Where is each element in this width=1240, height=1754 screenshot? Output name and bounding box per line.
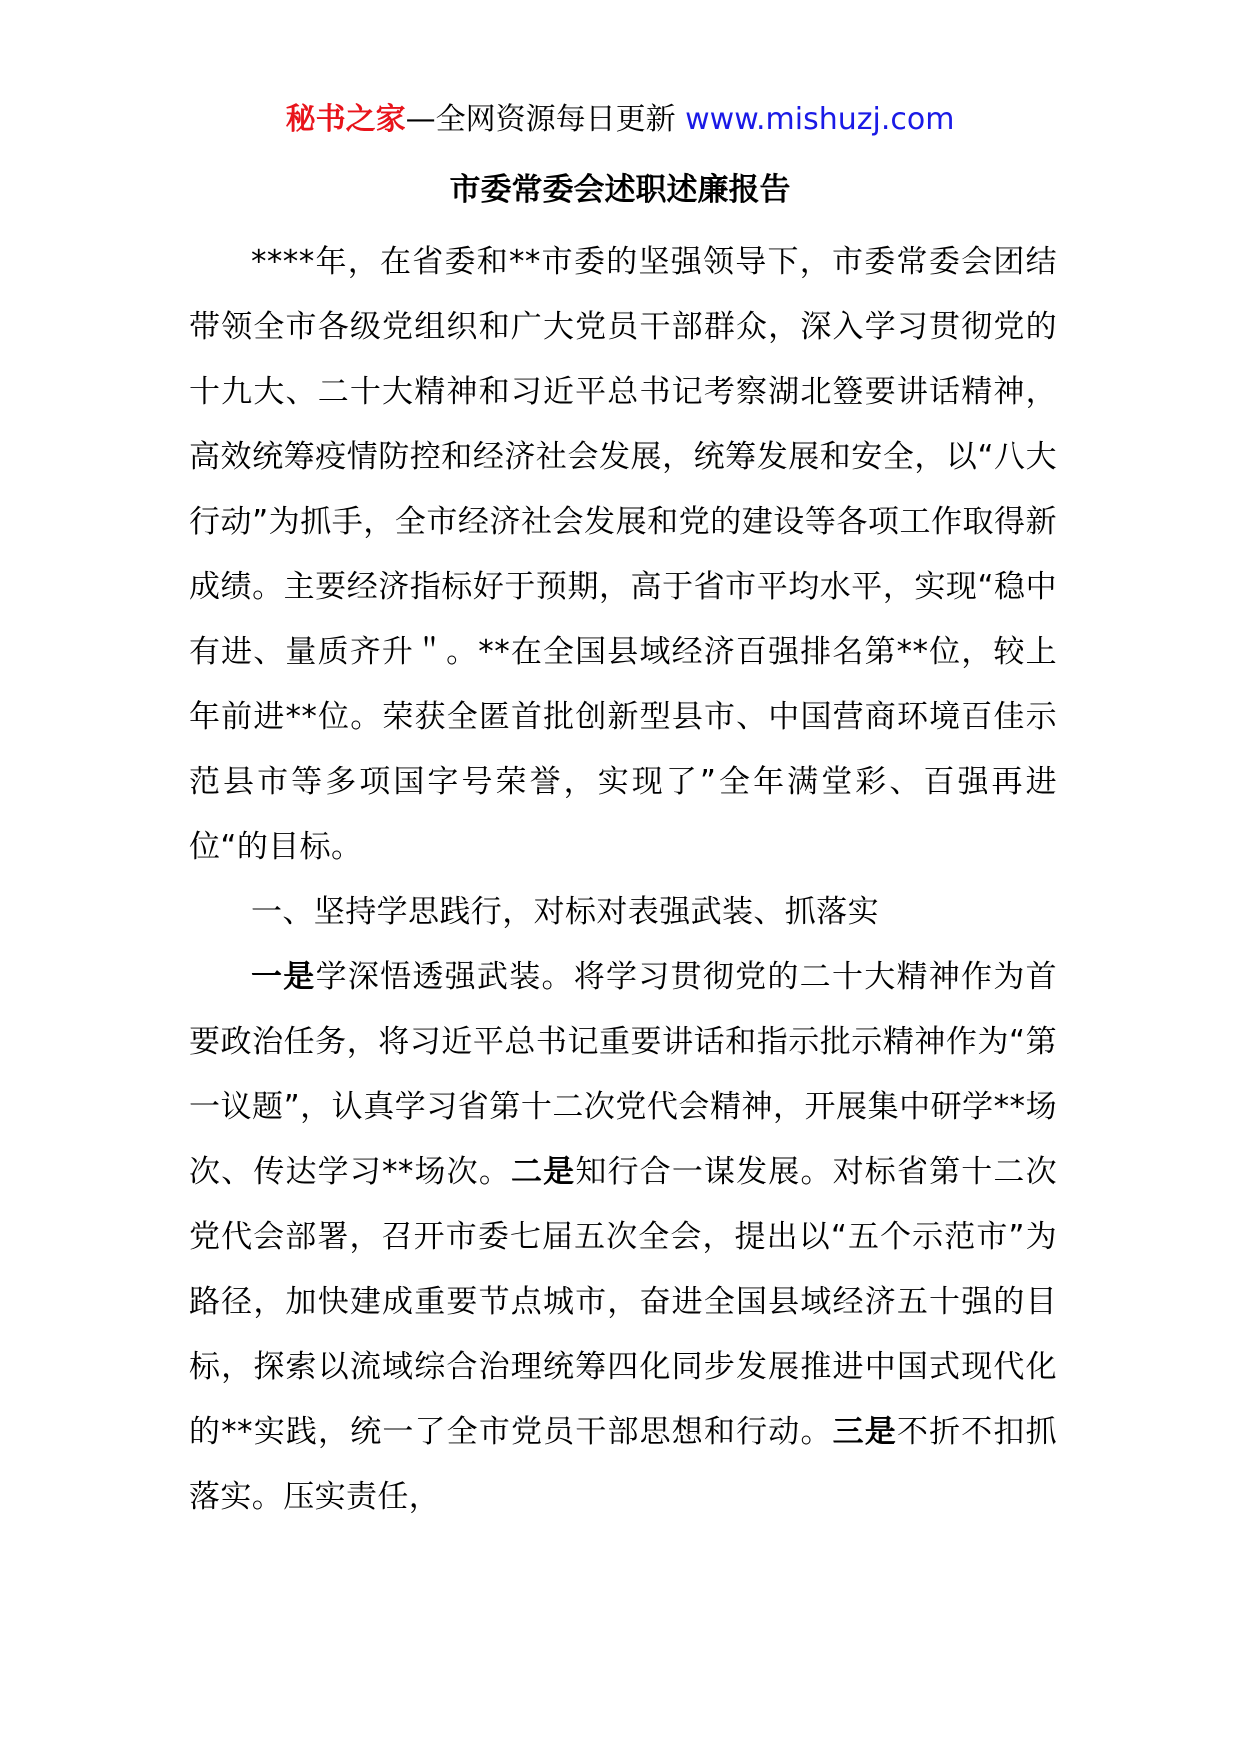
intro-paragraph: ****年，在省委和**市委的坚强领导下，市委常委会团结带领全市各级党组织和广大党员干部群众，深入学习贯彻党的十九大、二十大精神和习近平总书记考察湖北簦要讲话精神，高效统筹疫情防控和经济社会发展，统筹发展和安全，以“八大行动”为抓手，全市经济社会发展和党的建设等各项工作取得新成绩。主要经济指标好于预期，高于省市平均水平，实现“稳中有进、量质齐升＂。**在全国县域经济百强排名第**位，较上年前进**位。荣获全匿首批创新型县市、中国营商环境百佳示范县市等多项国字号荣誉，实现了”全年满堂彩、百强再进位“的目标。 [189,244,1057,865]
section-heading: 一、坚持学思践行，对标对表强武装、抓落实 [251,894,879,930]
banner-tagline: —全网资源每日更新 [405,102,686,137]
site-banner [0,100,1240,140]
section-paragraph [189,945,1057,1530]
brand-name: 秘书之家 [285,102,406,137]
point-text-2: 知行合一谋发展。对标省第十二次党代会部署，召开市委七届五次全会，提出以“五个示范市”为路径，加快建成重要节点城市，奋进全国县域经济五十强的目标，探索以流域综合治理统筹四化同步发展推进中国式现代化的**实践，统一了全市党员干部思想和行动。 [189,1154,1057,1450]
point-text-1: 学深悟透强武装。将学习贯彻党的二十大精神作为首要政治任务，将习近平总书记重要讲话和指示批示精神作为“第一议题”，认真学习省第十二次党代会精神，开展集中研学**场次、传达学习**场次。 [189,959,1057,1190]
point-lead-2: 二是 [511,1154,576,1190]
document-body [189,230,1057,1530]
point-text-3: 不折不扣抓落实。压实责任， [189,1414,1057,1515]
document-title: 市委常委会述职述廉报告 [449,172,791,208]
site-url: www.mishuzj.com [685,102,955,137]
point-lead-1: 一是 [251,959,316,995]
point-lead-3: 三是 [832,1414,897,1450]
